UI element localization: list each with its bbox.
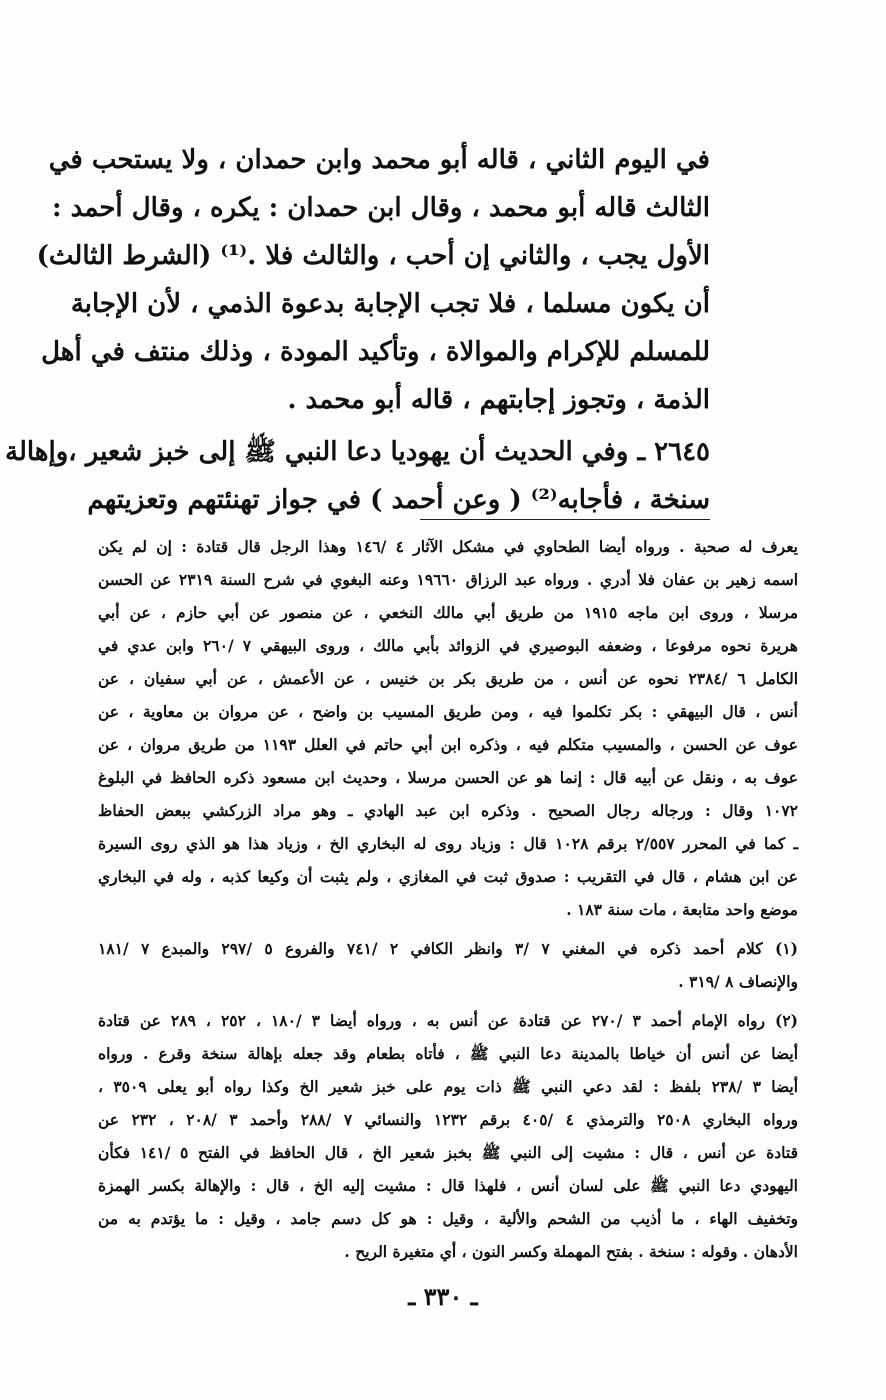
main-line: في اليوم الثاني ، قاله أبو محمد وابن حمدان ، ولا يستحب في <box>48 145 710 175</box>
footnote-line: مرسلا ، وروى ابن ماجه ١٩١٥ من طريق أبي مالك النخعي ، عن منصور عن أبي حازم ، عن أبي <box>98 603 799 622</box>
footnote-2 <box>98 1004 798 1268</box>
main-line: ٢٦٤٥ ـ وفي الحديث أن يهوديا دعا النبي ﷺ إلى خبز شعير ،وإهالة <box>5 437 710 467</box>
footnote-continued <box>98 530 798 926</box>
footnote-line: موضع واحد متابعة ، مات سنة ١٨٣ . <box>566 900 798 919</box>
footnote-1 <box>98 932 798 998</box>
footnote-line: قتادة عن أنس ، قال : مشيت إلى النبي ﷺ بخبز شعير الخ ، قال الحافظ في الفتح ٥ /١٤١ فكأن <box>98 1143 798 1162</box>
main-paragraph-1 <box>36 136 710 424</box>
footnote-line: عن ابن هشام ، قال في التقريب : صدوق ثبت في المغازي ، ولم يثبت أن وكيعا كذبه ، وله في البخاري <box>98 867 798 886</box>
footnote-line: يعرف له صحبة . ورواه أيضا الطحاوي في مشكل الآثار ٤ /١٤٦ وهذا الرجل قال قتادة : إن لم يكن <box>98 537 798 556</box>
main-text <box>5 136 710 524</box>
footnote-line: ١٠٧٢ وقال : ورجاله رجال الصحيح . وذكره ابن عبد الهادي ـ وهو مراد الزركشي ببعض الحفاظ <box>98 801 798 820</box>
main-paragraph-2 <box>5 428 710 524</box>
main-line: أن يكون مسلما ، فلا تجب الإجابة بدعوة الذمي ، لأن الإجابة <box>70 289 710 319</box>
footnote-line: الكامل ٦ /٢٣٨٤ نحوه عن أنس ، من طريق بكر بن خنيس ، عن الأعمش ، عن أبي سفيان ، عن <box>98 669 798 688</box>
main-line: الأول يجب ، والثاني إن أحب ، والثالث فلا .⁽¹⁾ (الشرط الثالث) <box>36 241 710 271</box>
footnote-line: ورواه البخاري ٢٥٠٨ والترمذي ٤ /٤٠٥ برقم ١٢٣٢ والنسائي ٧ /٢٨٨ وأحمد ٣ /٢٠٨ ، ٢٣٢ عن <box>98 1110 798 1129</box>
footnote-line: أنس ، قال البيهقي : بكر تكلموا فيه ، ومن طريق المسيب بن واضح ، عن مروان بن معاوية ، عن <box>98 702 798 721</box>
footnote-line: (١) كلام أحمد ذكره في المغني ٧ /٣ وانظر الكافي ٢ /٧٤١ والفروع ٥ /٢٩٧ والمبدع ٧ /١٨١ <box>98 939 798 958</box>
footnote-line: اليهودي دعا النبي ﷺ على لسان أنس ، فلهذا قال : مشيت إليه الخ ، قال : والإهالة بكسر الهمزة <box>98 1176 798 1195</box>
footnote-line: والإنصاف ٨ /٣١٩ . <box>678 972 798 991</box>
footnote-line: وتخفيف الهاء ، ما أذيب من الشحم والألية ، وقيل : هو كل دسم جامد ، وقيل : ما يؤتدم به من <box>98 1209 798 1228</box>
footnotes <box>98 530 798 1268</box>
main-line: الذمة ، وتجوز إجابتهم ، قاله أبو محمد . <box>287 385 710 415</box>
footnote-line: أيضا عن أنس أن خياطا بالمدينة دعا النبي ﷺ ، فأتاه بطعام وقد جعله بإهالة سنخة وقرع . ورواه <box>98 1044 798 1063</box>
footnote-line: أيضا ٣ /٢٣٨ بلفظ : لقد دعي النبي ﷺ ذات يوم على خبز شعير الخ وكذا رواه أبو يعلى ٣٥٠٩ ، <box>98 1077 799 1096</box>
footnote-line: عوف عن الحسن ، والمسيب متكلم فيه ، وذكره ابن أبي حاتم في العلل ١١٩٣ من طريق مروان ، عن <box>98 735 798 754</box>
footnote-line: (٢) رواه الإمام أحمد ٣ /٢٧٠ عن قتادة عن أنس به ، ورواه أيضا ٣ /١٨٠ ، ٢٥٢ ، ٢٨٩ عن قتادة <box>98 1011 798 1030</box>
main-line: الثالث قاله أبو محمد ، وقال ابن حمدان : يكره ، وقال أحمد : <box>52 193 710 223</box>
footnote-separator <box>420 519 710 520</box>
main-line: للمسلم للإكرام والموالاة ، وتأكيد المودة ، وذلك منتف في أهل <box>41 337 710 367</box>
main-line: سنخة ، فأجابه⁽²⁾ ( وعن أحمد ) في جواز تهنئتهم وتعزيتهم <box>87 485 710 515</box>
footnote-line: اسمه زهير بن عفان فلا أدري . ورواه عبد الرزاق ١٩٦٦٠ وعنه البغوي في شرح السنة ٢٣١٩ عن الحسن <box>98 570 798 589</box>
footnote-line: هريرة نحوه مرفوعا ، وضعفه البوصيري في الزوائد بأبي مالك ، وروى البيهقي ٧ /٢٦٠ وابن عدي في <box>98 636 798 655</box>
footnote-line: الأدهان . وقوله : سنخة . بفتح المهملة وكسر النون ، أي متغيرة الريح . <box>344 1242 798 1261</box>
footnote-line: ـ كما في المحرر ٢/٥٥٧ برقم ١٠٢٨ قال : وزياد روى له البخاري الخ ، وزياد هذا هو الذي روى السيرة <box>98 834 798 853</box>
footnote-line: عوف به ، ونقل عن أبيه قال : إنما هو عن الحسن مرسلا ، وحديث ابن مسعود ذكره الحافظ في البلوغ <box>98 768 798 787</box>
page-number: ـ ٣٣٠ ـ <box>408 1282 478 1311</box>
